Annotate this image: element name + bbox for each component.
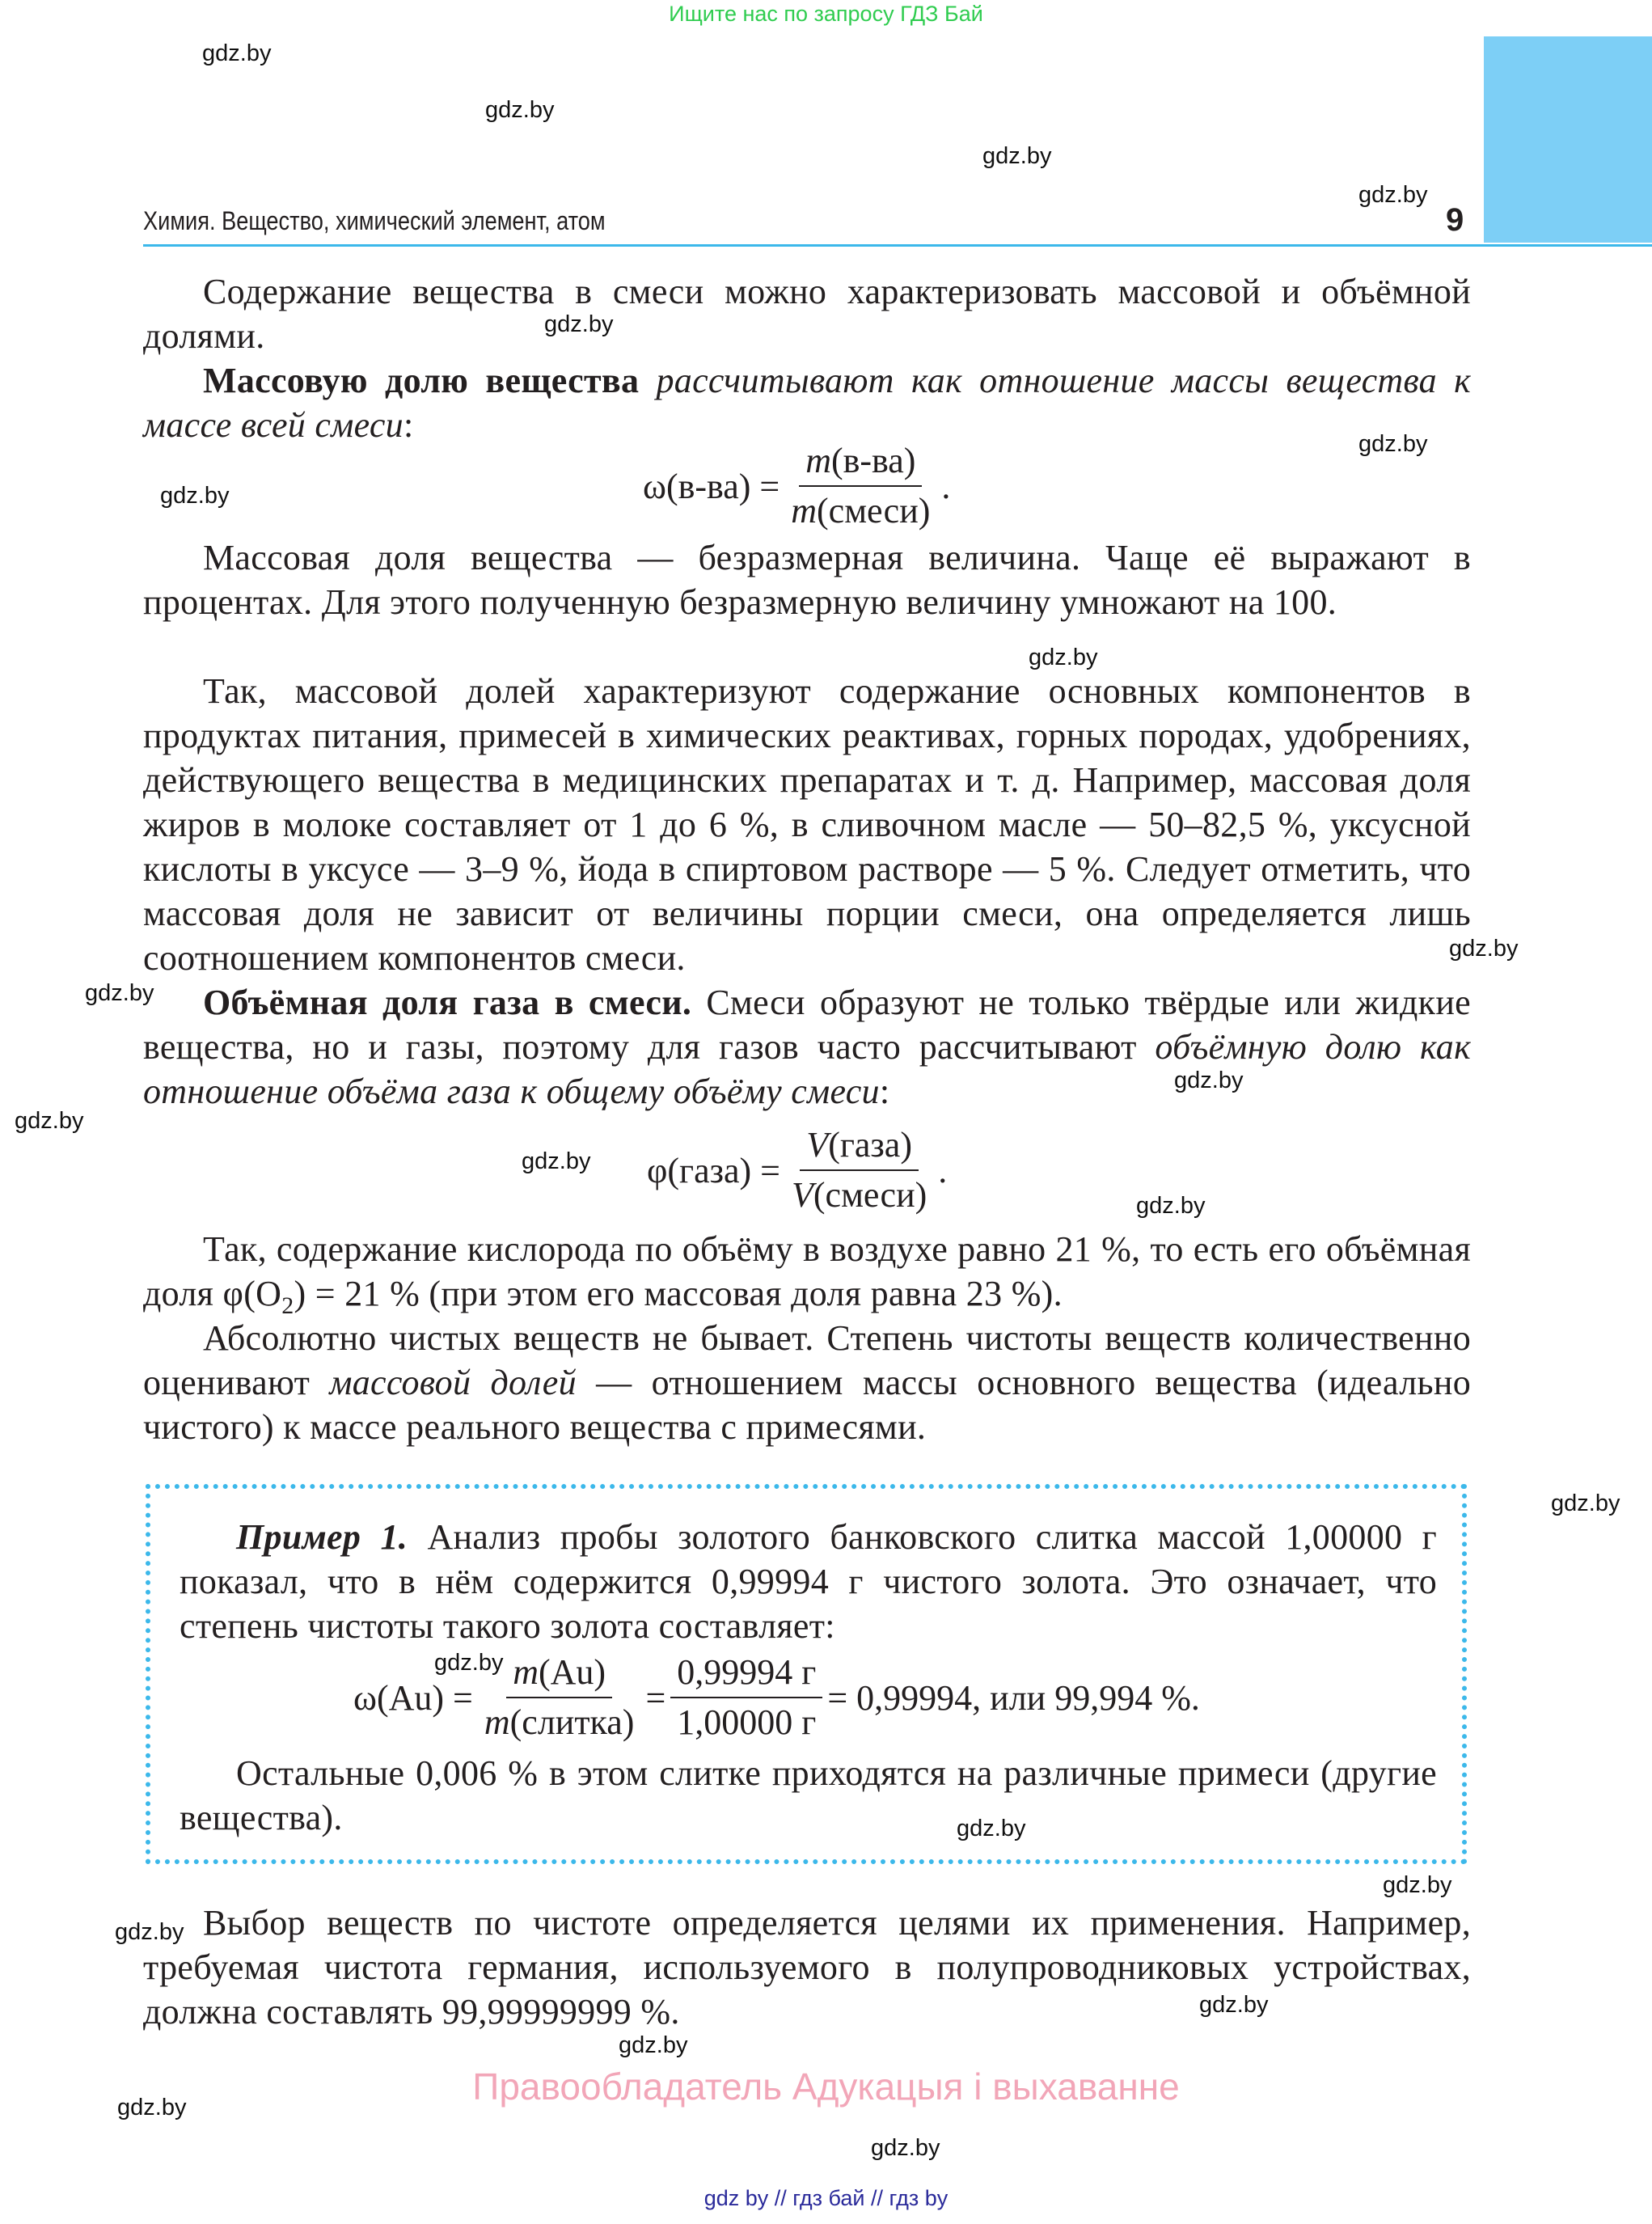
footer-links[interactable]: gdz by // гдз бай // гдз by [703, 2186, 949, 2210]
paragraph-volume-fraction [143, 980, 1471, 1114]
formula-mass-fraction [643, 438, 950, 534]
example-text: Анализ пробы золотого банковского слитка массой 1,00000 г показал, что в нём содержится 0,99994 г чистого золота. Это означает, что степень чистоты такого золота составляет: [180, 1517, 1437, 1646]
punctuation: : [403, 405, 414, 445]
watermark: gdz.by [871, 2135, 940, 2161]
denominator: 1,00000 г [677, 1702, 817, 1742]
numerator [799, 438, 922, 487]
term-volume-fraction: Объёмная доля газа в смеси. [203, 983, 692, 1022]
example-conclusion: Остальные 0,006 % в этом слитке приходятся на различные примеси (другие вещества). [180, 1753, 1437, 1837]
watermark: gdz.by [115, 1919, 184, 1945]
watermark: gdz.by [619, 2032, 688, 2058]
watermark: gdz.by [1551, 1490, 1620, 1516]
watermark: gdz.by [434, 1650, 504, 1676]
denominator-text: (смеси) [813, 1175, 927, 1215]
example-label: Пример 1. [236, 1517, 408, 1557]
definition-volume-fraction: объёмную долю как отношение объёма газа к общему объёму смеси [143, 1027, 1471, 1111]
volume-text: Смеси образуют не только твёрдые или жидкие вещества, но и газы, поэтому для газов часто рассчитывают [143, 983, 1471, 1067]
numerator: 0,99994 г [670, 1650, 822, 1698]
denominator-text: (слитка) [509, 1702, 635, 1742]
watermark: gdz.by [160, 483, 230, 509]
watermark: gdz.by [1136, 1193, 1206, 1219]
formula-result: = 0,99994, или 99,994 %. [827, 1677, 1200, 1718]
formula-gold-purity [353, 1650, 1200, 1745]
running-header: Химия. Вещество, химический элемент, атом [143, 206, 606, 235]
denominator [785, 1171, 933, 1218]
paragraph-oxygen [143, 1227, 1471, 1328]
watermark: gdz.by [1358, 431, 1428, 457]
page-number: 9 [1446, 202, 1464, 238]
numerator-text: (Au) [539, 1652, 606, 1692]
formula-lhs: φ(газа) = [647, 1150, 780, 1190]
watermark: gdz.by [117, 2095, 187, 2120]
term-mass-share: массовой долей [329, 1363, 577, 1402]
paragraph-germanium: Выбор веществ по чистоте определяется целями их применения. Например, требуемая чистота германия, используемого в полупроводниковых устройствах, должна составлять 99,99999999 %. [143, 1903, 1471, 2032]
formula-lhs: ω(в-ва) = [643, 466, 780, 506]
watermark: gdz.by [957, 1816, 1026, 1841]
watermark: gdz.by [544, 311, 614, 337]
formula-lhs: ω(Au) = [353, 1677, 473, 1718]
formula-end: . [938, 1150, 948, 1190]
denominator-text: (смеси) [817, 491, 931, 531]
symbol-m: m [791, 491, 818, 531]
formula-volume-fraction [647, 1123, 947, 1218]
denominator [784, 487, 936, 534]
formula-end: . [941, 466, 951, 506]
symbol-m: m [805, 441, 831, 480]
purity-text: Абсолютно чистых веществ не бывает. Степень чистоты веществ количественно оценивают [143, 1318, 1471, 1402]
symbol-v: V [806, 1125, 829, 1165]
watermark: gdz.by [1383, 1872, 1452, 1898]
term-mass-fraction: Массовую долю вещества [203, 361, 640, 400]
symbol-v: V [792, 1175, 813, 1215]
watermark: gdz.by [1174, 1068, 1244, 1093]
equals-sign: = [645, 1677, 666, 1718]
page-corner-tab [1484, 36, 1652, 243]
numerator-text: (в-ва) [830, 441, 916, 480]
numerator [506, 1650, 612, 1698]
fraction [785, 1123, 933, 1218]
punctuation: : [879, 1072, 890, 1111]
symbol-m: m [484, 1702, 510, 1742]
watermark: gdz.by [1358, 182, 1428, 208]
top-banner[interactable]: Ищите нас по запросу ГДЗ Бай [669, 2, 983, 26]
numerator [800, 1123, 919, 1171]
purity-text-end: — отношением массы основного вещества (идеально чистого) к массе реального вещества с примесями. [143, 1363, 1471, 1447]
watermark: gdz.by [522, 1148, 591, 1174]
watermark: gdz.by [1449, 936, 1519, 962]
watermark: gdz.by [85, 980, 154, 1006]
header-divider [143, 244, 1652, 247]
fraction [478, 1650, 641, 1745]
copyright-notice: Правообладатель Адукацыя і выхаванне [472, 2065, 1180, 2108]
example-paragraph [180, 1515, 1437, 1648]
watermark: gdz.by [1029, 645, 1098, 670]
paragraph-dimensionless: Массовая доля вещества — безразмерная величина. Чаще её выражают в процентах. Для этого полученную безразмерную величину умножают на 100. [143, 538, 1471, 622]
watermark: gdz.by [15, 1108, 84, 1134]
paragraph-mass-fraction [143, 358, 1471, 447]
paragraph-examples: Так, массовой долей характеризуют содержание основных компонентов в продуктах питания, примесей в химических реактивах, горных породах, удобрениях, действующего вещества в медицинских препаратах и т. д. Например, массовая доля жиров в молоке составляет от 1 до 6 %, в сливочном масле — 50–82,5 %, уксусной кислоты в уксусе — 3–9 %, йода в спиртовом растворе — 5 %. Следует отметить, что массовая доля не зависит от величины порции смеси, она определяется лишь соотношением компонентов смеси. [143, 671, 1471, 978]
fraction [670, 1650, 822, 1745]
watermark: gdz.by [485, 97, 555, 123]
subscript: 2 [281, 1292, 294, 1319]
fraction [784, 438, 936, 534]
paragraph-intro: Содержание вещества в смеси можно характеризовать массовой и объёмной долями. [143, 272, 1471, 356]
oxygen-text: Так, содержание кислорода по объёму в воздухе равно 21 %, то есть его объёмная доля φ(O [143, 1229, 1471, 1313]
denominator [478, 1698, 641, 1745]
numerator-text: (газа) [828, 1125, 912, 1165]
watermark: gdz.by [202, 40, 272, 66]
watermark: gdz.by [1199, 1992, 1269, 2018]
watermark: gdz.by [982, 143, 1052, 169]
paragraph-purity [143, 1316, 1471, 1449]
oxygen-text-end: ) = 21 % (при этом его массовая доля равна 23 %). [294, 1274, 1063, 1313]
definition-mass-fraction: рассчитывают как отношение массы вещества к массе всей смеси [143, 361, 1472, 445]
symbol-m: m [513, 1652, 539, 1692]
